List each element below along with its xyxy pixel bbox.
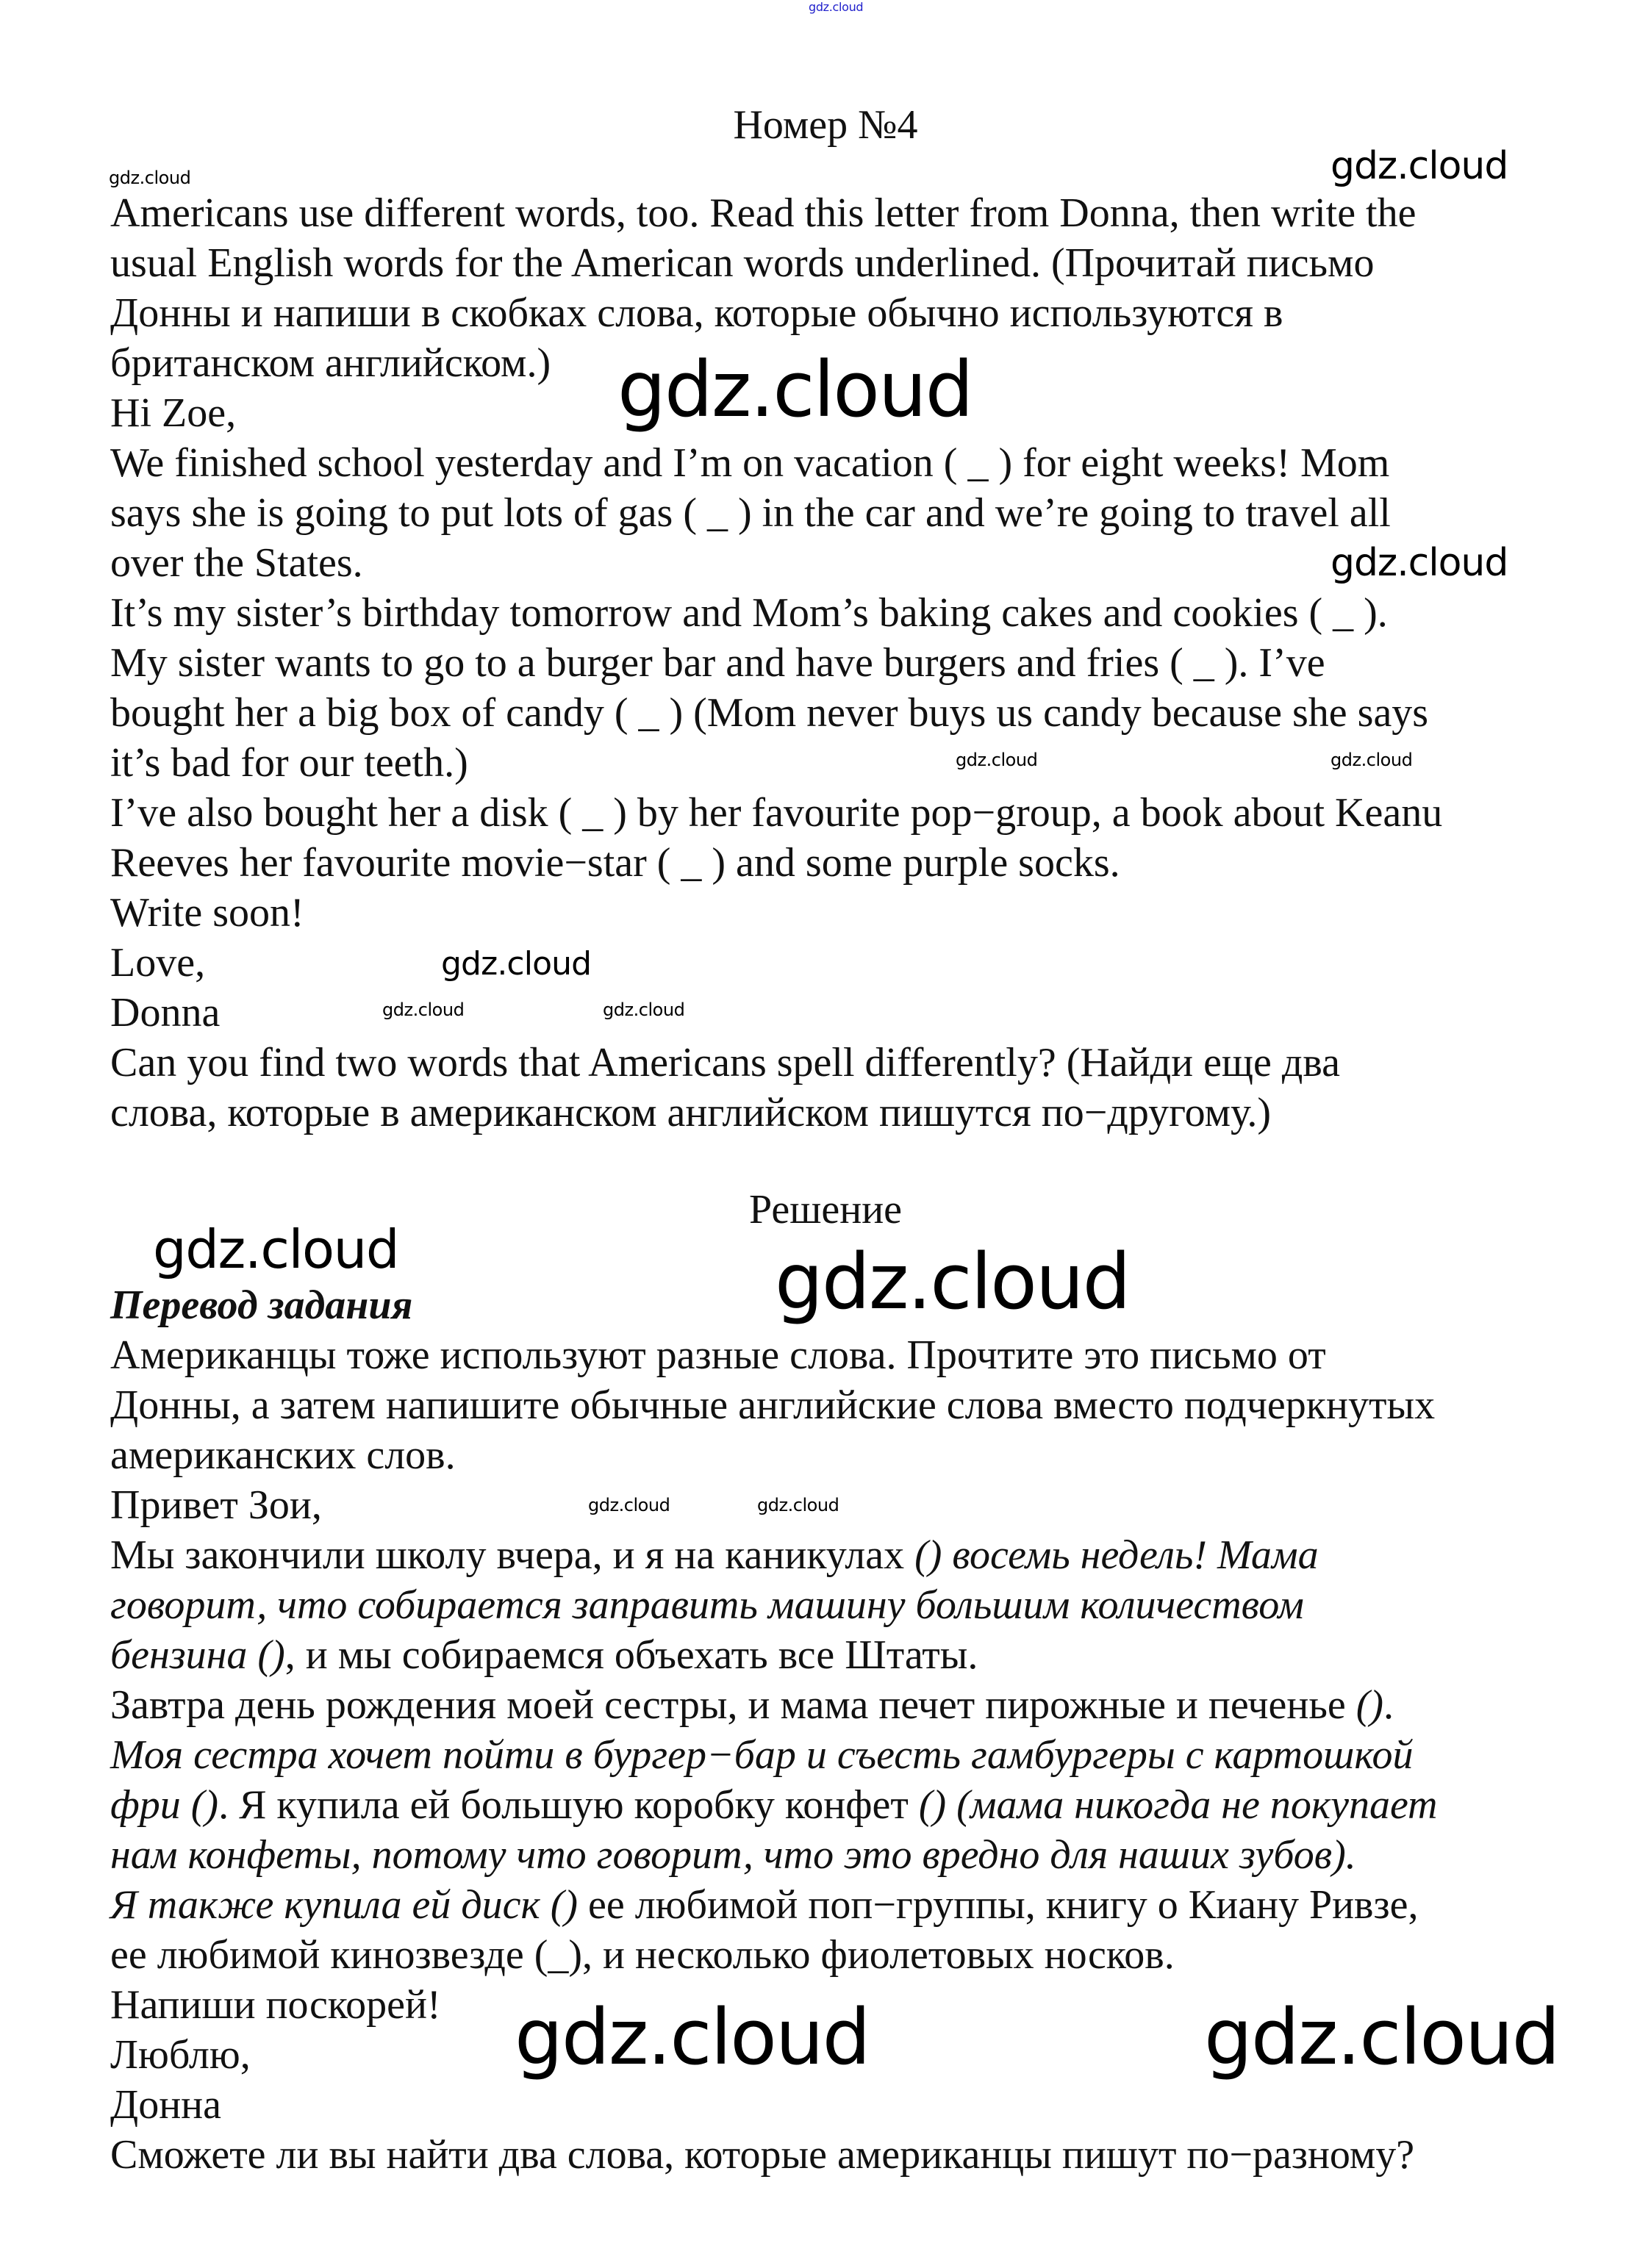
task-line (110, 538, 363, 588)
solution-line (110, 1830, 1356, 1880)
watermark: gdz.cloud (1204, 1992, 1559, 2082)
text-segment: Write soon! (110, 890, 304, 936)
watermark: gdz.cloud (515, 1992, 870, 2082)
text-segment: usual English words for the American words underlined. (Прочитай письмо (110, 240, 1375, 286)
text-segment: ее любимой кинозвезде (_), и несколько фиолетовых носков. (110, 1932, 1175, 1978)
task-line (110, 588, 1388, 638)
text-segment: () (мама никогда не покупает (918, 1782, 1438, 1828)
text-segment: Can you find two words that Americans spell differently? (Найди еще два (110, 1040, 1340, 1085)
task-line (110, 788, 1442, 838)
text-segment: британском английском.) (110, 340, 551, 386)
task-line (110, 1038, 1340, 1088)
solution-line (110, 2080, 221, 2130)
text-segment: Я также купила ей диск () (110, 1882, 579, 1928)
solution-line (110, 1330, 1326, 1380)
watermark: gdz.cloud (441, 945, 592, 983)
task-line (110, 338, 551, 388)
solution-line (110, 2130, 1414, 2180)
task-line (110, 638, 1325, 688)
text-segment: Завтра день рождения моей сестры, и мама печет пирожные и печенье (110, 1682, 1356, 1728)
text-segment: Americans use different words, too. Read this letter from Donna, then write the (110, 190, 1417, 236)
text-segment: Reeves her favourite movie−star ( _ ) and some purple socks. (110, 840, 1120, 886)
text-segment: . Я купила ей большую коробку конфет (218, 1782, 919, 1828)
text-segment: ее любимой поп−группы, книгу о Киану Ривзе, (578, 1882, 1419, 1928)
task-line (110, 1088, 1271, 1138)
solution-line (110, 1680, 1394, 1730)
solution-line (110, 1780, 1438, 1830)
text-segment: I’ve also bought her a disk ( _ ) by her favourite pop−group, a book about Keanu (110, 790, 1443, 836)
text-segment: Hi Zoe, (110, 390, 237, 436)
text-segment: Американцы тоже используют разные слова. Прочтите это письмо от (110, 1332, 1326, 1378)
task-line (110, 988, 220, 1038)
task-line (110, 688, 1428, 738)
text-segment: says she is going to put lots of gas ( _ ) in the car and we’re going to travel all (110, 490, 1391, 536)
text-segment: говорит, что собирается заправить машину большим количеством (110, 1582, 1304, 1628)
solution-line (110, 1480, 322, 1530)
watermark-top: gdz.cloud (809, 0, 864, 14)
text-segment: Донны, а затем напишите обычные английские слова вместо подчеркнутых (110, 1382, 1436, 1428)
text-segment: It’s my sister’s birthday tomorrow and Mom’s baking cakes and cookies ( _ ). (110, 590, 1388, 636)
text-segment: нам конфеты, потому что говорит, что это вредно для наших зубов). (110, 1832, 1356, 1878)
watermark: gdz.cloud (382, 1000, 465, 1020)
text-segment: () (1355, 1682, 1384, 1728)
text-segment: Люблю, (110, 2032, 251, 2078)
watermark: gdz.cloud (1331, 144, 1508, 188)
solution-line (110, 1530, 1319, 1580)
solution-line (110, 1880, 1418, 1930)
watermark: gdz.cloud (956, 750, 1038, 770)
task-line (110, 488, 1391, 538)
watermark: gdz.cloud (1331, 541, 1508, 585)
text-segment: Донны и напиши в скобках слова, которые обычно используются в (110, 290, 1283, 336)
text-segment: My sister wants to go to a burger bar and have burgers and fries ( _ ). I’ve (110, 640, 1325, 686)
solution-line (110, 1380, 1435, 1430)
task-title: Номер №4 (733, 102, 918, 148)
text-segment: Love, (110, 940, 206, 986)
text-segment: фри () (110, 1782, 219, 1828)
text-segment: over the States. (110, 540, 363, 586)
text-segment: слова, которые в американском английском пишутся по−другому.) (110, 1090, 1272, 1135)
task-line (110, 738, 468, 788)
watermark: gdz.cloud (588, 1495, 670, 1515)
solution-line (110, 1730, 1413, 1780)
solution-line (110, 1630, 978, 1680)
text-segment: it’s bad for our teeth.) (110, 740, 468, 786)
task-line (110, 388, 236, 438)
watermark: gdz.cloud (775, 1237, 1130, 1327)
text-segment: bought her a big box of candy ( _ ) (Mom never buys us candy because she says (110, 690, 1429, 736)
task-line (110, 238, 1374, 288)
watermark: gdz.cloud (109, 168, 191, 188)
solution-line (110, 1930, 1175, 1980)
text-segment: , и мы собираемся объехать все Штаты. (284, 1632, 978, 1678)
watermark: gdz.cloud (617, 345, 973, 434)
text-segment: . (1383, 1682, 1394, 1728)
text-segment: Мы закончили школу вчера, и я на каникулах (110, 1532, 915, 1578)
solution-line (110, 1430, 456, 1480)
task-line (110, 288, 1283, 338)
text-segment: Моя сестра хочет пойти в бургер−бар и съесть гамбургеры с картошкой (110, 1732, 1414, 1778)
watermark: gdz.cloud (153, 1219, 399, 1280)
translation-heading: Перевод задания (110, 1282, 413, 1328)
task-line (110, 838, 1120, 888)
solution-heading: Решение (748, 1187, 903, 1232)
watermark: gdz.cloud (757, 1495, 839, 1515)
watermark: gdz.cloud (1331, 750, 1413, 770)
text-segment: американских слов. (110, 1432, 456, 1478)
text-segment: Donna (110, 990, 221, 1036)
text-segment: Привет Зои, (110, 1482, 322, 1528)
task-line (110, 438, 1389, 488)
watermark: gdz.cloud (603, 1000, 685, 1020)
text-segment: () восемь недель! Мама (914, 1532, 1319, 1578)
task-line (110, 888, 304, 938)
solution-line (110, 1980, 441, 2030)
text-segment: Сможете ли вы найти два слова, которые американцы пишут по−разному? (110, 2132, 1415, 2178)
solution-line (110, 1580, 1304, 1630)
solution-line (110, 2030, 251, 2080)
text-segment: бензина () (110, 1632, 285, 1678)
task-line (110, 188, 1416, 238)
task-line (110, 938, 205, 988)
text-segment: Донна (110, 2082, 221, 2128)
text-segment: Напиши поскорей! (110, 1982, 441, 2028)
text-segment: We finished school yesterday and I’m on vacation ( _ ) for eight weeks! Mom (110, 440, 1390, 486)
